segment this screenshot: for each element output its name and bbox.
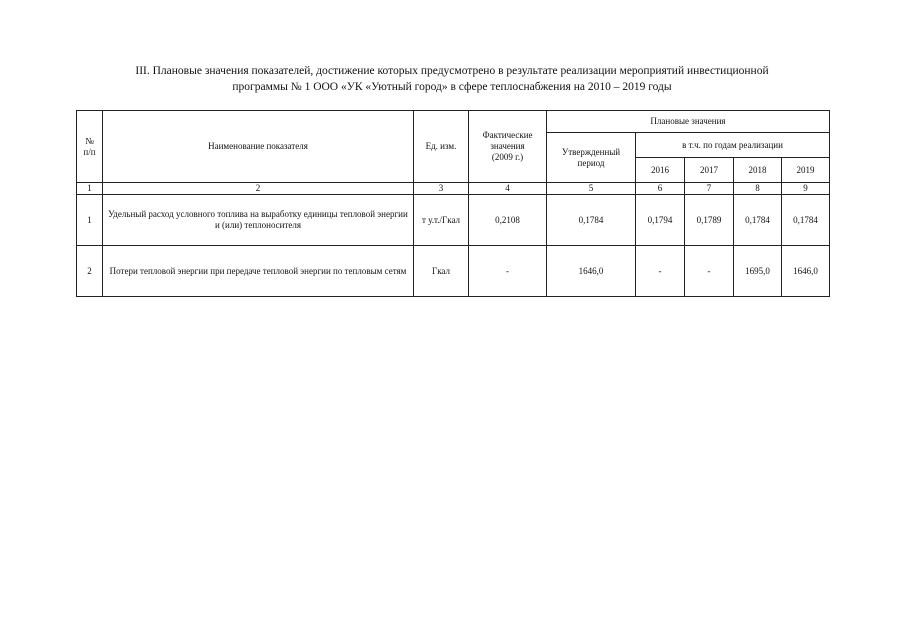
header-num: № п/п	[77, 111, 103, 183]
row-year-2018: 0,1784	[734, 195, 782, 246]
header-year-2018: 2018	[734, 158, 782, 183]
row-approved: 0,1784	[547, 195, 636, 246]
column-number: 6	[636, 183, 685, 195]
header-name: Наименование показателя	[103, 111, 414, 183]
row-year-2017: -	[685, 246, 734, 297]
row-year-2018: 1695,0	[734, 246, 782, 297]
column-number-row	[77, 183, 830, 195]
row-num: 2	[77, 246, 103, 297]
column-number: 1	[77, 183, 103, 195]
title-line-2: программы № 1 ООО «УК «Уютный город» в сфере теплоснабжения на 2010 – 2019 годы	[232, 81, 672, 93]
table-row	[77, 246, 830, 297]
column-number: 9	[782, 183, 830, 195]
column-number: 2	[103, 183, 414, 195]
table-row	[77, 195, 830, 246]
header-by-years: в т.ч. по годам реализации	[636, 133, 830, 158]
column-number: 4	[469, 183, 547, 195]
header-unit: Ед. изм.	[414, 111, 469, 183]
header-row-1	[77, 111, 830, 133]
row-actual: -	[469, 246, 547, 297]
document-title	[76, 63, 828, 95]
row-name: Потери тепловой энергии при передаче тепловой энергии по тепловым сетям	[103, 246, 414, 297]
row-num: 1	[77, 195, 103, 246]
indicators-table	[76, 110, 830, 297]
header-year-2019: 2019	[782, 158, 830, 183]
row-unit: т у.т./Гкал	[414, 195, 469, 246]
row-unit: Гкал	[414, 246, 469, 297]
row-year-2017: 0,1789	[685, 195, 734, 246]
column-number: 3	[414, 183, 469, 195]
header-actual: Фактические значения (2009 г.)	[469, 111, 547, 183]
header-planned: Плановые значения	[547, 111, 830, 133]
row-actual: 0,2108	[469, 195, 547, 246]
row-year-2016: 0,1794	[636, 195, 685, 246]
row-name: Удельный расход условного топлива на выработку единицы тепловой энергии и (или) теплоносителя	[103, 195, 414, 246]
column-number: 8	[734, 183, 782, 195]
column-number: 5	[547, 183, 636, 195]
column-number: 7	[685, 183, 734, 195]
header-approved: Утвержденный период	[547, 133, 636, 183]
row-approved: 1646,0	[547, 246, 636, 297]
header-year-2017: 2017	[685, 158, 734, 183]
header-year-2016: 2016	[636, 158, 685, 183]
row-year-2019: 0,1784	[782, 195, 830, 246]
row-year-2016: -	[636, 246, 685, 297]
row-year-2019: 1646,0	[782, 246, 830, 297]
title-line-1: III. Плановые значения показателей, достижение которых предусмотрено в результате реализации мероприятий инвестиционной	[135, 65, 769, 77]
